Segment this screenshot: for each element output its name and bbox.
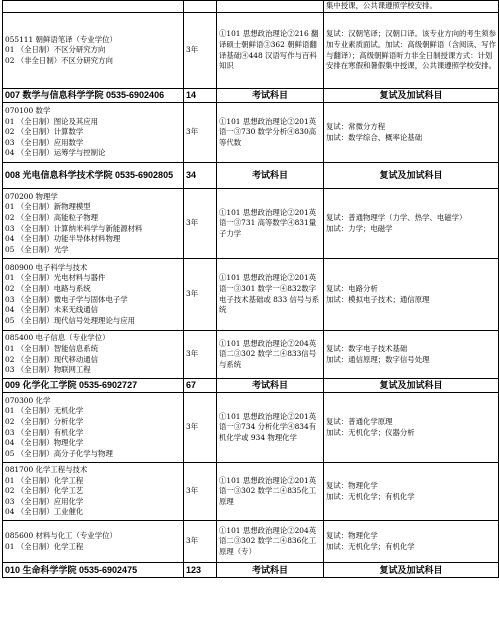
program-cell: 081700 化学工程与技术 01 （全日制）化学工程 02 （全日制）化学工艺 03 （全日制）应用化学 04 （全日制）工业催化 bbox=[3, 463, 184, 521]
retest-cell: 复试：普通化学原理 加试：无机化学；仪器分析 bbox=[324, 393, 499, 463]
program-cell: 085600 材料与化工（专业学位） 01 （全日制）化学工程 bbox=[3, 521, 184, 563]
program-cell: 070200 物理学 01 （全日制）新物理模型 02 （全日制）高能粒子物理 03 （全日制）计算纳米科学与新能源材料 04 （全日制）功能半导体材料物理 05 （全日制）光学 bbox=[3, 189, 184, 259]
retest-cell: 复试：物理化学 加试：无机化学；有机化学 bbox=[324, 521, 499, 563]
exam-cell: ①101 思想政治理论②204英语二③302 数学二④836化工原理（专） bbox=[217, 521, 324, 563]
duration-cell: 3年 bbox=[184, 259, 217, 331]
empty-cell bbox=[184, 1, 217, 13]
program-row bbox=[3, 331, 499, 379]
program-cell bbox=[3, 13, 184, 89]
exam-cell: ①101 思想政治理论②216 翻译硕士朝鲜语③362 朝鲜语翻译基础④448 汉语写作与百科知识 bbox=[217, 13, 324, 89]
retest-cell: 集中授课，公共课遵照学校安排。 bbox=[324, 1, 499, 13]
empty-cell bbox=[217, 1, 324, 13]
continuation-row bbox=[3, 1, 499, 13]
college-header-row bbox=[3, 89, 499, 103]
program-line: 02 （非全日制）不区分研究方向 bbox=[5, 55, 113, 65]
exam-cell: ①101 思想政治理论②201英语一③734 分析化学④834有机化学或 934 物理化学 bbox=[217, 393, 324, 463]
retest-cell: 复试：物理化学 加试：无机化学；有机化学 bbox=[324, 463, 499, 521]
program-row bbox=[3, 521, 499, 563]
exam-cell: ①101 思想政治理论②201英语一③302 数学二④835化工原理 bbox=[217, 463, 324, 521]
college-name: 007 数学与信息科学学院 0535-6902406 bbox=[3, 89, 184, 103]
duration-cell: 3年 bbox=[184, 103, 217, 163]
duration-cell: 3年 bbox=[184, 331, 217, 379]
program-row bbox=[3, 259, 499, 331]
exam-cell: ①101 思想政治理论②201英语一③731 高等数学④831量子力学 bbox=[217, 189, 324, 259]
retest-cell: 复试：普通物理学（力学、热学、电磁学） 加试：力学；电磁学 bbox=[324, 189, 499, 259]
retest-label: 复试及加试科目 bbox=[324, 163, 499, 189]
quota: 14 bbox=[184, 89, 217, 103]
college-header-row bbox=[3, 563, 499, 578]
duration-cell: 3年 bbox=[184, 521, 217, 563]
duration-cell: 3年 bbox=[184, 463, 217, 521]
college-name: 008 光电信息科学技术学院 0535-6902805 bbox=[3, 163, 184, 189]
program-row bbox=[3, 103, 499, 163]
program-line: 055111 朝鲜语笔译（专业学位） bbox=[5, 34, 117, 44]
retest-cell: 复试：汉朝笔译；汉朝口译。该专业方向的考生须参加专业素质面试。加试：高级朝鲜语（含阅读、写作与翻译）；高级朝鲜语听力非全日制授课方式：计划安排在寒假和暑假集中授课，公共课遵照学校安排。 bbox=[324, 13, 499, 89]
exam-cell: ①101 思想政治理论②201英语一③730 数学分析④830高等代数 bbox=[217, 103, 324, 163]
retest-cell: 复试：电路分析 加试：模拟电子技术；通信原理 bbox=[324, 259, 499, 331]
program-row bbox=[3, 189, 499, 259]
duration-cell: 3年 bbox=[184, 189, 217, 259]
exam-label: 考试科目 bbox=[217, 563, 324, 578]
college-name: 009 化学化工学院 0535-6902727 bbox=[3, 379, 184, 393]
retest-label: 复试及加试科目 bbox=[324, 379, 499, 393]
admissions-table bbox=[2, 0, 499, 578]
empty-cell bbox=[3, 1, 184, 13]
program-cell: 080900 电子科学与技术 01 （全日制）光电材料与器件 02 （全日制）电路与系统 03 （全日制）微电子学与固体电子学 04 （全日制）未来无线通信 05 （全日制）现代信号处理理论与应用 bbox=[3, 259, 184, 331]
retest-label: 复试及加试科目 bbox=[324, 563, 499, 578]
exam-cell: ①101 思想政治理论②204英语二③302 数学二④833信号与系统 bbox=[217, 331, 324, 379]
program-cell: 085400 电子信息（专业学位） 01 （全日制）智能信息系统 02 （全日制）现代移动通信 03 （全日制）物联网工程 bbox=[3, 331, 184, 379]
quota: 34 bbox=[184, 163, 217, 189]
program-row bbox=[3, 13, 499, 89]
program-line: 01 （全日制）不区分研究方向 bbox=[5, 45, 106, 55]
college-header-row bbox=[3, 379, 499, 393]
exam-cell: ①101 思想政治理论②201英语一③301 数学一④832数字电子技术基础或 833 信号与系统 bbox=[217, 259, 324, 331]
program-row bbox=[3, 393, 499, 463]
exam-label: 考试科目 bbox=[217, 379, 324, 393]
retest-cell: 复试：数字电子技术基础 加试：通信原理；数字信号处理 bbox=[324, 331, 499, 379]
retest-cell: 复试：常微分方程 加试：数学综合、概率论基础 bbox=[324, 103, 499, 163]
exam-label: 考试科目 bbox=[217, 163, 324, 189]
exam-label: 考试科目 bbox=[217, 89, 324, 103]
program-cell: 070300 化学 01 （全日制）无机化学 02 （全日制）分析化学 03 （全日制）有机化学 04 （全日制）物理化学 05 （全日制）高分子化学与物理 bbox=[3, 393, 184, 463]
retest-label: 复试及加试科目 bbox=[324, 89, 499, 103]
quota: 67 bbox=[184, 379, 217, 393]
college-name: 010 生命科学学院 0535-6902475 bbox=[3, 563, 184, 578]
duration-cell: 3年 bbox=[184, 13, 217, 89]
duration-cell: 3年 bbox=[184, 393, 217, 463]
program-row bbox=[3, 463, 499, 521]
college-header-row bbox=[3, 163, 499, 189]
program-cell: 070100 数学 01 （全日制）图论及其应用 02 （全日制）计算数学 03 （全日制）应用数学 04 （全日制）运筹学与控制论 bbox=[3, 103, 184, 163]
quota: 123 bbox=[184, 563, 217, 578]
